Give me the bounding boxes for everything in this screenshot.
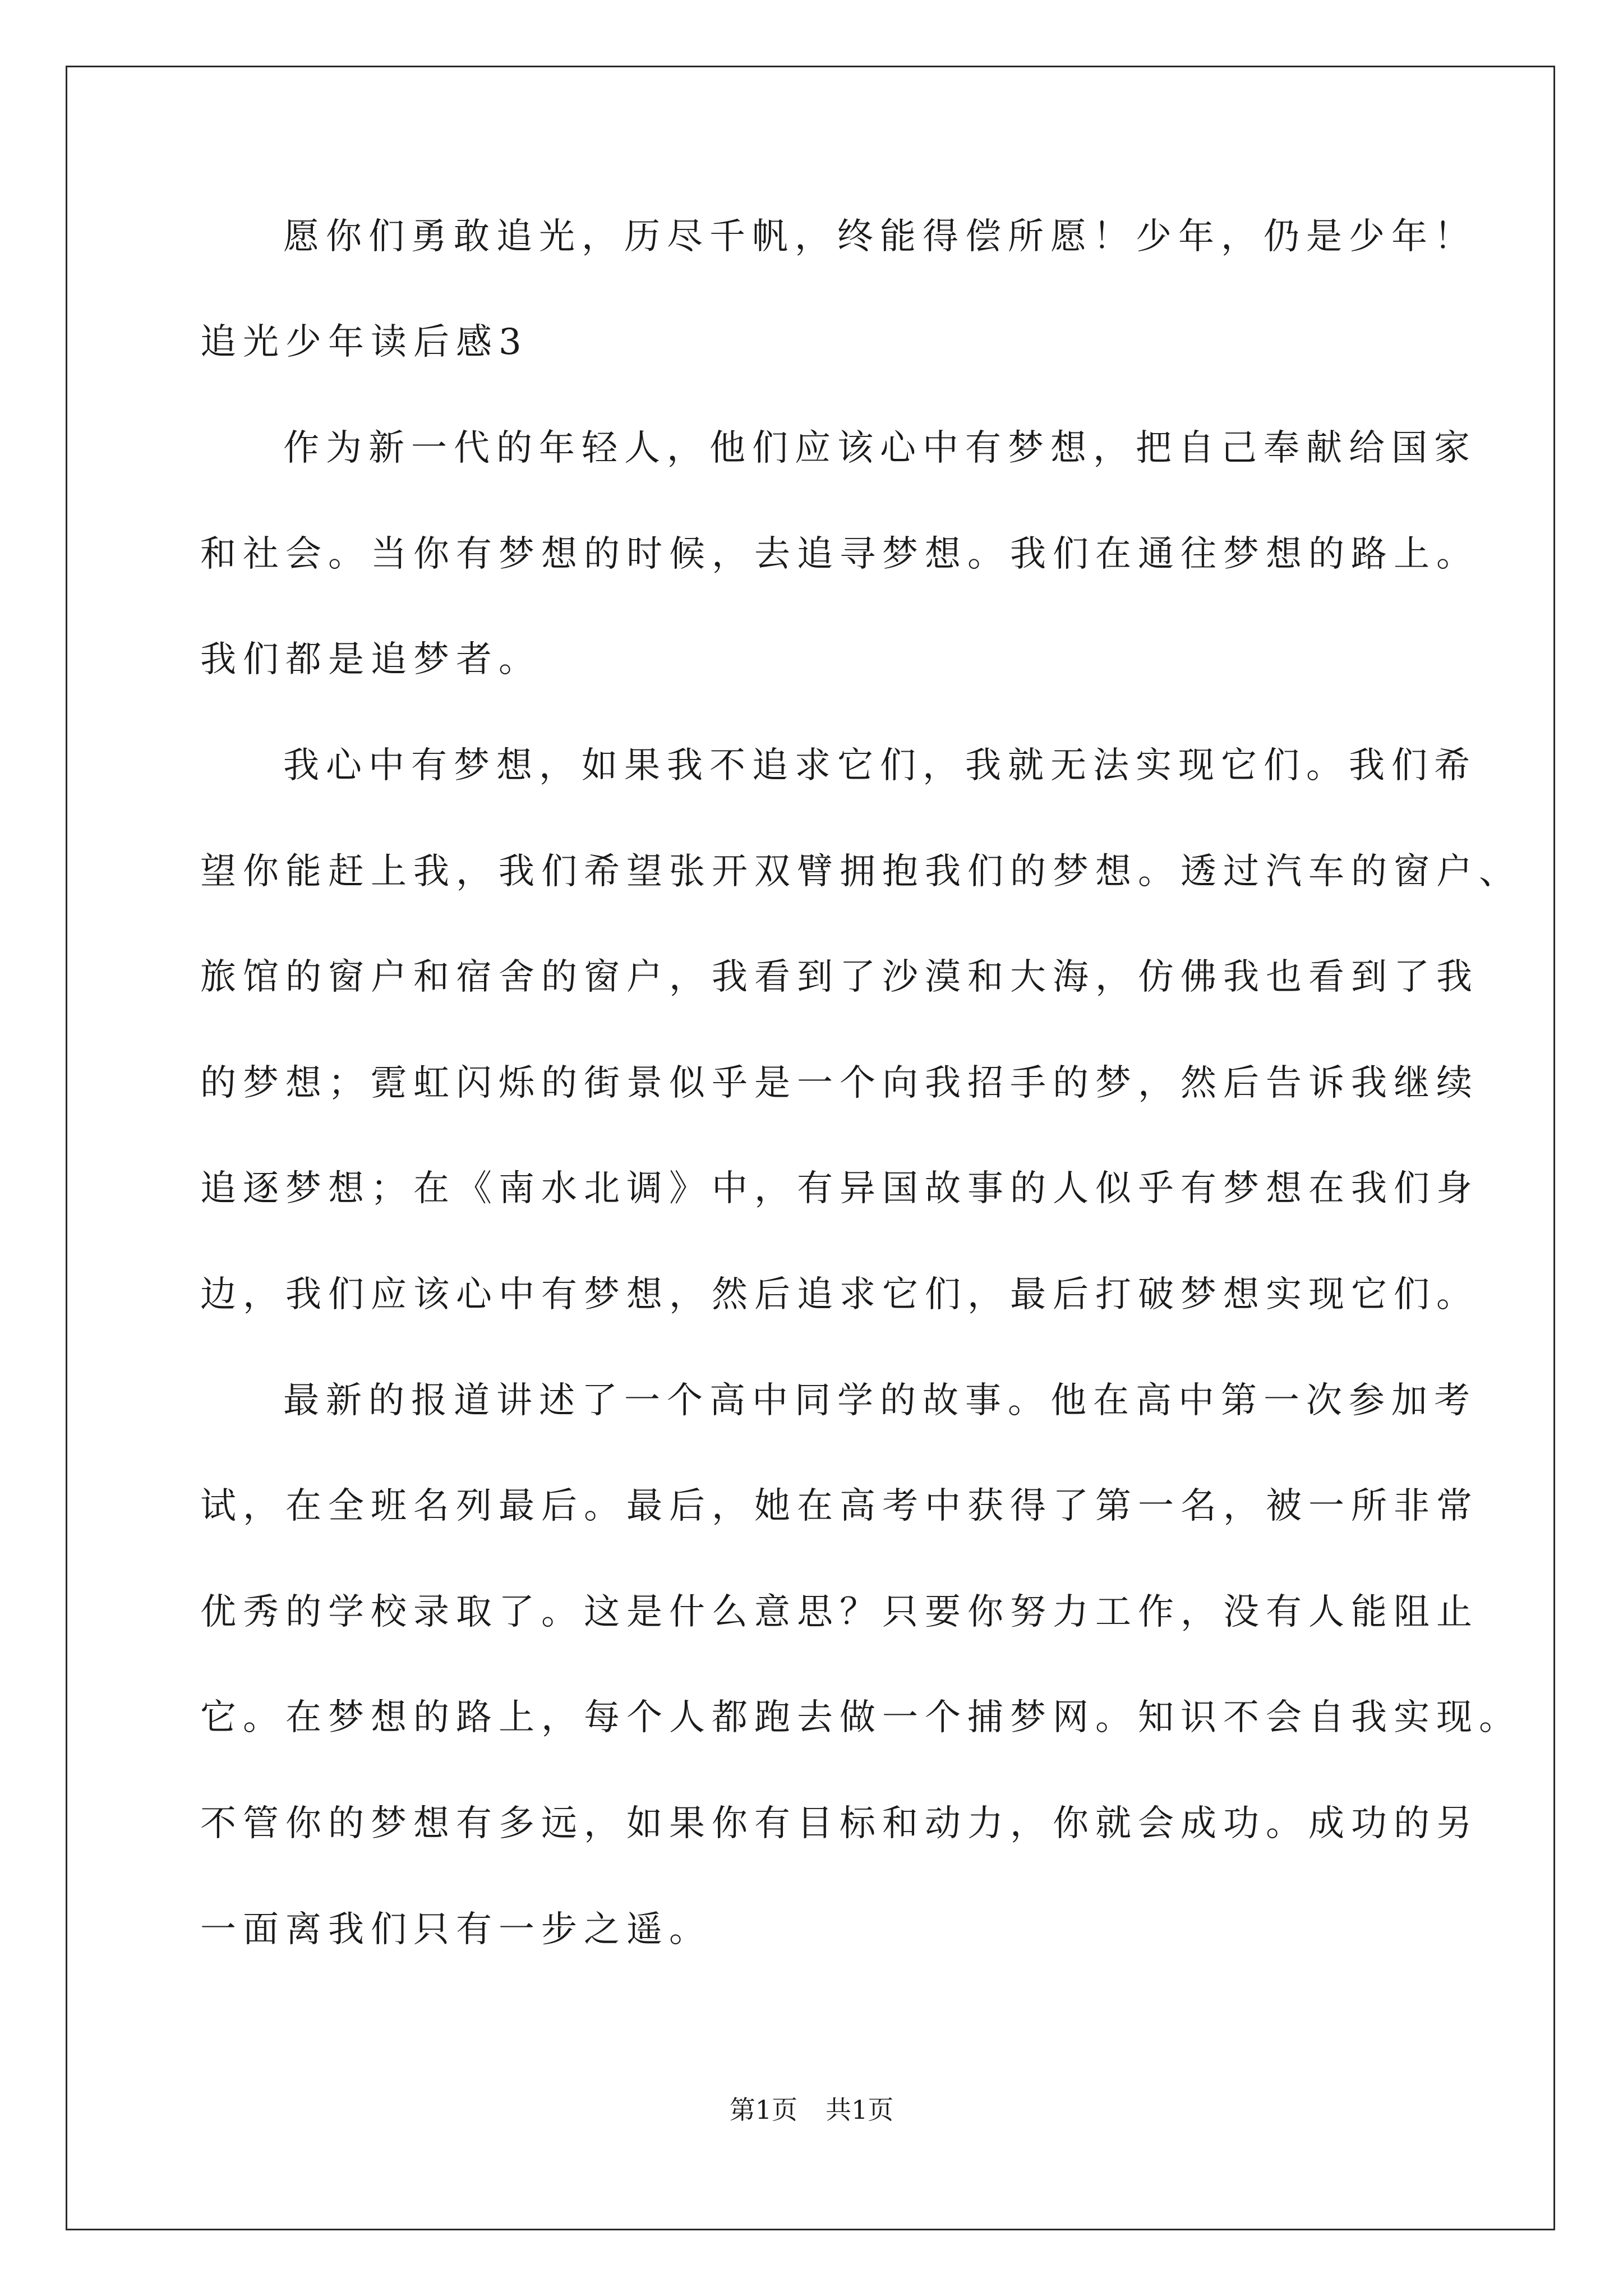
body-line: 不管你的梦想有多远，如果你有目标和动力，你就会成功。成功的另 <box>200 1803 1479 1844</box>
body-line: 试，在全班名列最后。最后，她在高考中获得了第一名，被一所非常 <box>200 1485 1479 1527</box>
section-heading: 追光少年读后感3 <box>200 321 528 363</box>
body-line: 它。在梦想的路上，每个人都跑去做一个捕梦网。知识不会自我实现。 <box>200 1697 1521 1738</box>
body-line: 我心中有梦想，如果我不追求它们，我就无法实现它们。我们希 <box>283 745 1477 786</box>
body-line: 优秀的学校录取了。这是什么意思？只要你努力工作，没有人能阻止 <box>200 1591 1479 1633</box>
page-footer <box>0 2097 1623 2123</box>
body-line: 愿你们勇敢追光，历尽千帆，终能得偿所愿！少年，仍是少年！ <box>283 216 1477 257</box>
page-number: 第1页 <box>729 2095 797 2125</box>
body-line: 旅馆的窗户和宿舍的窗户，我看到了沙漠和大海，仿佛我也看到了我 <box>200 956 1479 998</box>
document-body <box>200 216 1521 1950</box>
body-line: 我们都是追梦者。 <box>200 639 541 680</box>
body-line: 的梦想；霓虹闪烁的街景似乎是一个向我招手的梦，然后告诉我继续 <box>200 1062 1479 1104</box>
body-line: 最新的报道讲述了一个高中同学的故事。他在高中第一次参加考 <box>283 1380 1477 1421</box>
body-line: 望你能赶上我，我们希望张开双臂拥抱我们的梦想。透过汽车的窗户、 <box>200 851 1521 892</box>
body-line: 作为新一代的年轻人，他们应该心中有梦想，把自己奉献给国家 <box>283 427 1477 469</box>
page-total: 共1页 <box>826 2095 894 2125</box>
body-line: 和社会。当你有梦想的时候，去追寻梦想。我们在通往梦想的路上。 <box>200 533 1479 575</box>
body-line: 边，我们应该心中有梦想，然后追求它们，最后打破梦想实现它们。 <box>200 1274 1479 1315</box>
body-line: 一面离我们只有一步之遥。 <box>200 1909 712 1950</box>
body-line: 追逐梦想；在《南水北调》中，有异国故事的人似乎有梦想在我们身 <box>200 1168 1479 1209</box>
